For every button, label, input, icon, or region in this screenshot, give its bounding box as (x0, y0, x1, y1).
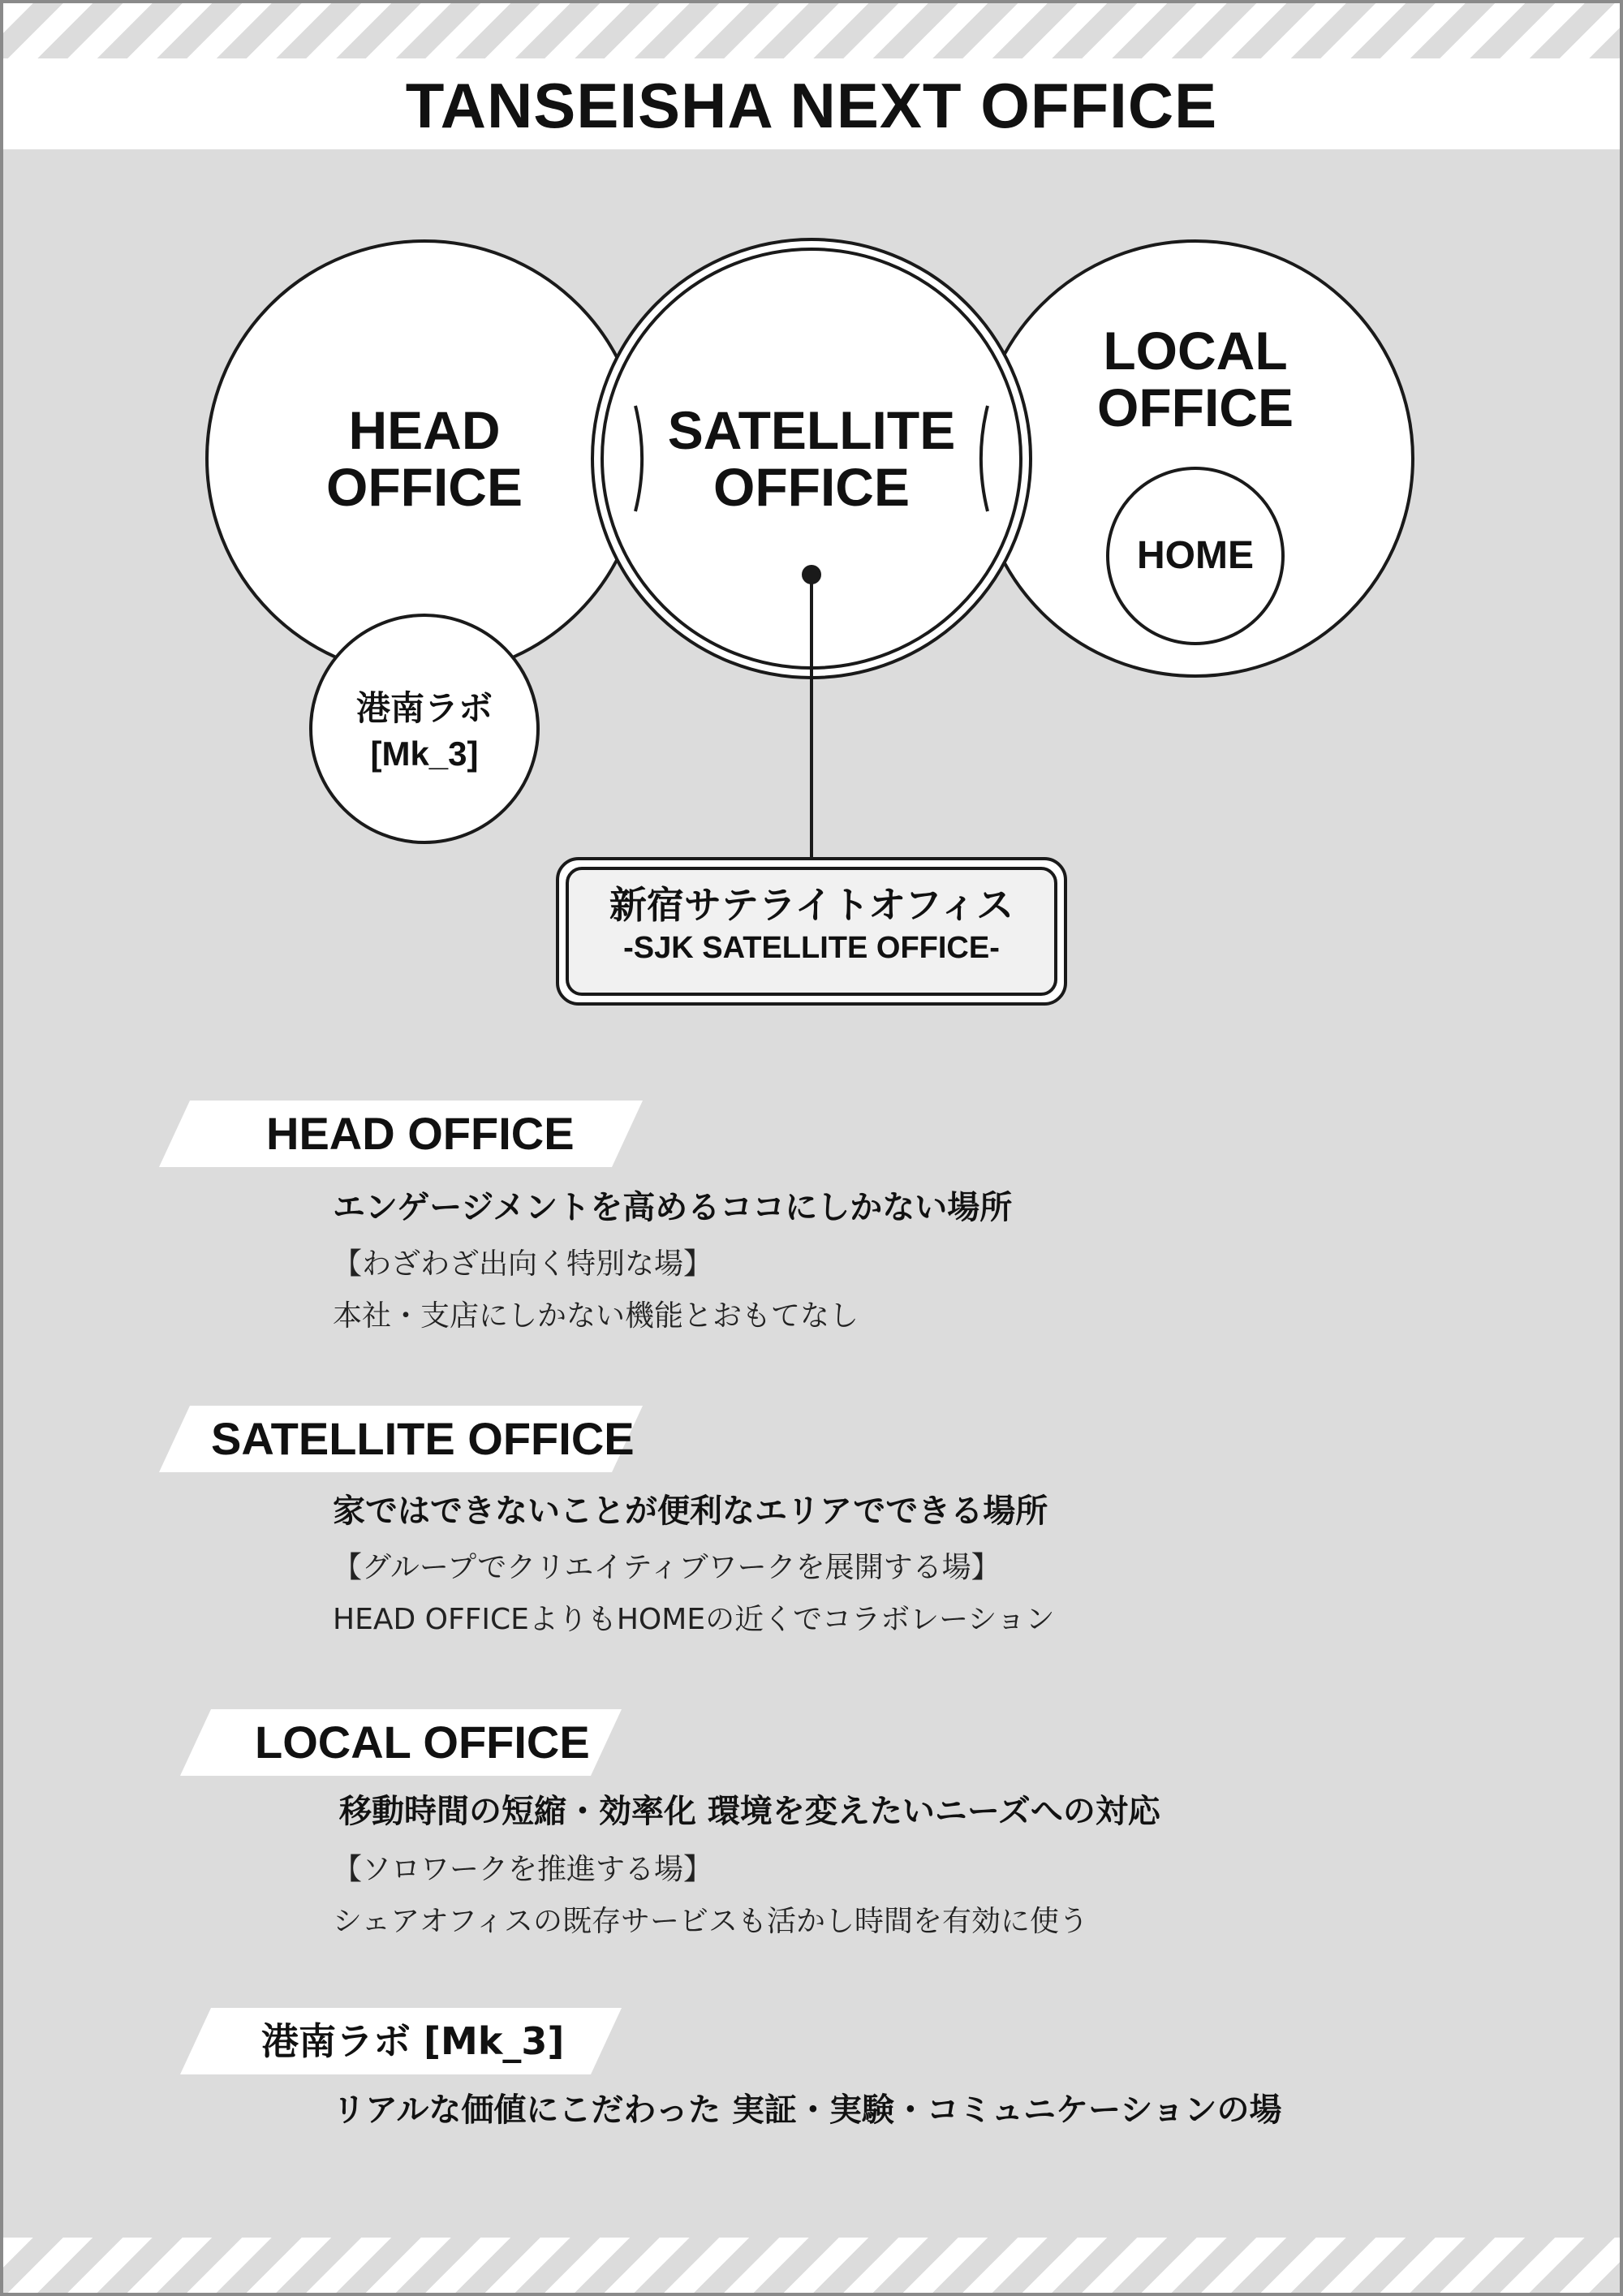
konan-lab-label (327, 686, 522, 777)
page-title: TANSEISHA NEXT OFFICE (405, 70, 1218, 141)
satellite-office-heading: SATELLITE OFFICE (211, 1413, 635, 1464)
konan-lab-label-jp: 港南ラボ (355, 688, 493, 728)
home-label: HOME (1137, 534, 1254, 577)
local-office-subtitle: 【ソロワークを推進する場】 (333, 1853, 713, 1886)
bottom-stripe-decoration (3, 2238, 1620, 2293)
konan-lab-label-code: [Mk_3] (370, 734, 479, 773)
satellite-office-description: HEAD OFFICEよりもHOMEの近くでコラボレーション (333, 1603, 1055, 1636)
head-office-heading: HEAD OFFICE (266, 1108, 575, 1159)
head-office-subtitle: 【わざわざ出向く特別な場】 (333, 1247, 713, 1281)
head-office-label-line2: OFFICE (326, 457, 523, 517)
callout-jp-label: 新宿サテライトオフィス (609, 883, 1014, 927)
satellite-office-subtitle: 【グループでクリエイティブワークを展開する場】 (333, 1551, 1001, 1584)
local-office-heading: LOCAL OFFICE (255, 1717, 590, 1768)
head-office-label-line1: HEAD (348, 400, 501, 460)
head-office-description: 本社・支店にしかない機能とおもてなし (333, 1299, 859, 1333)
local-office-headline: 移動時間の短縮・効率化 環境を変えたいニーズへの対応 (339, 1793, 1160, 1830)
local-office-label (1033, 322, 1358, 436)
local-office-description: シェアオフィスの既存サービスも活かし時間を有効に使う (333, 1905, 1088, 1938)
sjk-satellite-office-callout (560, 861, 1063, 1002)
head-office-headline: エンゲージメントを高めるココにしかない場所 (333, 1189, 1013, 1226)
satellite-office-label (617, 402, 1006, 515)
satellite-office-headline: 家ではできないことが便利なエリアでできる場所 (333, 1493, 1048, 1530)
satellite-office-label-line2: OFFICE (713, 457, 910, 517)
callout-pin-dot (802, 565, 821, 584)
konan-lab-headline: リアルな価値にこだわった 実証・実験・コミュニケーションの場 (333, 2091, 1282, 2129)
callout-en-label: -SJK SATELLITE OFFICE- (623, 931, 1000, 965)
konan-lab-heading: 港南ラボ [Mk_3] (261, 2019, 565, 2063)
local-office-label-line2: OFFICE (1097, 377, 1294, 437)
satellite-office-label-line1: SATELLITE (667, 400, 956, 460)
local-office-label-line1: LOCAL (1103, 321, 1288, 381)
head-office-label (262, 402, 587, 515)
